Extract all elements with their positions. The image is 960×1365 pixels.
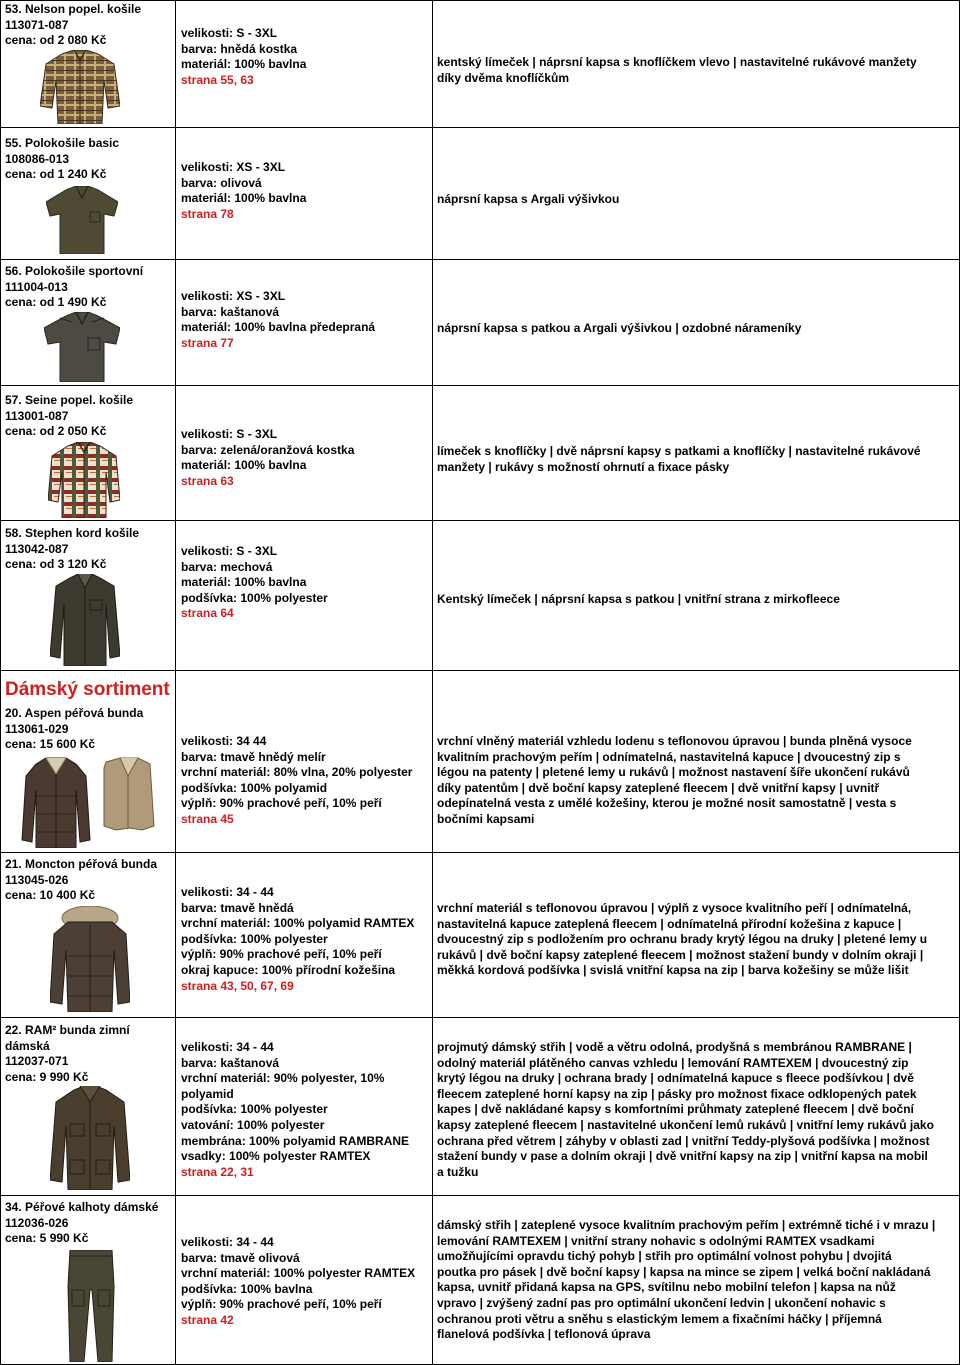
product-header (5, 136, 173, 183)
product-code: 108086-013 (5, 151, 70, 166)
spec-line: materiál: 100% bavlna (181, 57, 307, 72)
spec-line: výplň: 90% prachové peří, 10% peří (181, 947, 382, 962)
product-price: cena: od 2 050 Kč (5, 424, 107, 439)
description-line: ochrana před větrem | záhyby v oblasti zad | vnitřní Teddy-plyšová podšívka | možnost (437, 1133, 930, 1148)
description-line: dámský střih | zateplené vysoce kvalitním prachovým peřím | extrémně tiché i v mrazu | (437, 1218, 936, 1232)
description-line: rukávů | dvě boční kapsy zateplené fleecem | možnost stažení bundy v dolním okraji | (437, 947, 924, 962)
spec-line: vrchní materiál: 90% polyester, 10% (181, 1071, 385, 1086)
product-name: 21. Moncton péřová bunda (5, 857, 158, 871)
section-title: Dámský sortiment (5, 679, 170, 700)
winter-jacket-chestnut-icon (50, 1086, 130, 1190)
spec-line: barva: tmavě hnědá (181, 900, 294, 915)
product-code: 113071-087 (5, 17, 69, 32)
catalog-page-ref: strana 45 (181, 811, 234, 826)
description-line: kentský límeček | náprsní kapsa s knoflíčkem vlevo | nastavitelné rukávové manžety (437, 55, 917, 69)
spec-line: vrchní materiál: 80% vlna, 20% polyester (181, 765, 413, 780)
product-description (437, 1040, 952, 1180)
description-line: flanelová podšívka | teflonová úprava (437, 1327, 651, 1342)
description-line: légou na patenty | pletené lemy u rukávů | možnost nastavení šíře ukončení rukávů (437, 765, 910, 780)
row-divider (0, 127, 960, 128)
catalog-page-ref: strana 22, 31 (181, 1164, 254, 1179)
description-line: náprsní kapsa s patkou a Argali výšivkou | ozdobné nárameníky (437, 321, 802, 335)
product-description (437, 321, 952, 337)
product-header (5, 2, 173, 49)
product-specs (181, 734, 431, 828)
plaid-shirt-brown-icon (40, 50, 120, 124)
product-code: 113042-087 (5, 541, 69, 556)
row-divider (0, 1017, 960, 1018)
product-price: cena: od 3 120 Kč (5, 557, 107, 572)
product-description (437, 55, 952, 86)
product-header (5, 1200, 173, 1247)
product-header (5, 857, 173, 904)
description-line: kapes | dvě nakládané kapsy s komfortními průhmaty zateplené fleecem | dvě boční (437, 1102, 914, 1117)
description-line: vrchní vlněný materiál vzhledu lodenu s teflonovou úpravou | bunda plněná vysoce (437, 734, 912, 748)
product-code: 111004-013 (5, 279, 68, 294)
description-line: náprsní kapsa s Argali výšivkou (437, 192, 620, 206)
product-name: 20. Aspen péřová bunda (5, 706, 144, 720)
description-line: díky dvěma knoflíčkům (437, 70, 570, 85)
fur-hood-down-jacket-icon (50, 906, 130, 1012)
column-divider-1 (175, 0, 176, 1365)
product-name: 55. Polokošile basic (5, 136, 120, 150)
spec-line: membrána: 100% polyamid RAMBRANE (181, 1133, 410, 1148)
spec-line: velikosti: 34 44 (181, 734, 267, 748)
product-code: 112036-026 (5, 1215, 69, 1230)
product-name: 56. Polokošile sportovní (5, 264, 144, 278)
spec-line: velikosti: 34 - 44 (181, 885, 274, 899)
product-specs (181, 1040, 431, 1180)
description-line: bočními kapsami (437, 811, 535, 826)
product-name: 34. Péřové kalhoty dámské (5, 1200, 159, 1214)
row-divider (0, 259, 960, 260)
spec-line: velikosti: S - 3XL (181, 427, 278, 441)
product-code: 113001-087 (5, 408, 69, 423)
description-line: dvoucestný zip s podložením pro ochranu brady krytý légou na druky | pletené lemy u (437, 932, 928, 947)
product-price: cena: 5 990 Kč (5, 1231, 89, 1246)
product-code: 113061-029 (5, 721, 69, 736)
spec-line: velikosti: S - 3XL (181, 26, 278, 40)
spec-line: vrchní materiál: 100% polyester RAMTEX (181, 1266, 416, 1281)
spec-line: materiál: 100% bavlna (181, 575, 307, 590)
description-line: ochranou proti větru a sněhu s elastickým lemem a fixačními háčky | příjemná (437, 1311, 882, 1326)
product-price: cena: 15 600 Kč (5, 737, 96, 752)
spec-line: barva: olivová (181, 175, 262, 190)
product-description (437, 1218, 952, 1343)
product-specs (181, 885, 431, 994)
spec-line: velikosti: 34 - 44 (181, 1040, 274, 1054)
product-price: cena: od 1 490 Kč (5, 295, 107, 310)
row-divider (0, 1195, 960, 1196)
spec-line: barva: tmavě olivová (181, 1250, 300, 1265)
product-description (437, 734, 952, 828)
description-line: Kentský límeček | náprsní kapsa s patkou | vnitřní strana z mirkofleece (437, 592, 840, 606)
row-divider (0, 520, 960, 521)
spec-line: materiál: 100% bavlna (181, 191, 307, 206)
product-specs (181, 544, 431, 622)
description-line: kapsy zateplené fleecem | nastavitelné ukončení lemů rukávů | vnitřní lemy rukávů jako (437, 1117, 934, 1132)
product-header (5, 526, 173, 573)
spec-line: vatování: 100% polyester (181, 1117, 325, 1132)
description-line: vrchní materiál s teflonovou úpravou | výplň z vysoce kvalitního peří | odnímatelná, (437, 901, 912, 915)
spec-line: vrchní materiál: 100% polyamid RAMTEX (181, 916, 415, 931)
product-specs (181, 1235, 431, 1329)
cord-shirt-jacket-icon (50, 574, 120, 666)
description-line: odolný materiál plátěného canvas vzhledu | lemování RAMTEXEM | dvoucestný zip (437, 1055, 909, 1070)
description-line: umožňujícími opravdu tichý pohyb | střih pro optimální volnost pohybu | dvojitá (437, 1249, 892, 1264)
description-line: díky patentům | dvě boční kapsy zateplené fleecem | dvě vnitřní kapsy | uvnitř (437, 780, 880, 795)
description-line: nastavitelná kapuce zateplená fleecem | odnímatelná přírodní kožešina z kapuce | (437, 916, 902, 931)
product-name: 53. Nelson popel. košile (5, 2, 142, 16)
product-price: cena: 9 990 Kč (5, 1069, 89, 1084)
catalog-page-ref: strana 43, 50, 67, 69 (181, 978, 294, 993)
description-line: krytý légou na druky | ochrana brady | odnímatelná kapuce s fleece podšívkou | dvě (437, 1071, 914, 1086)
plaid-shirt-green-orange-icon (48, 442, 120, 518)
description-line: měkká kordová podšívka | svislá vnitřní kapsa na zip | barva kožešiny se může lišit (437, 963, 909, 978)
description-line: odepínatelná vesta z umělé kožešiny, kterou je možné nosit samostatně | vesta s (437, 796, 897, 811)
spec-line: podšívka: 100% bavlna (181, 1281, 313, 1296)
row-divider (0, 385, 960, 386)
spec-line: barva: zelená/oranžová kostka (181, 442, 355, 457)
row-divider (0, 852, 960, 853)
description-line: a tužku (437, 1164, 479, 1179)
description-line: kvalitním prachovým peřím | odnímatelná, nastavitelná kapuce | dvoucestný zip s (437, 749, 901, 764)
spec-line: barva: kaštanová (181, 304, 280, 319)
polo-shirt-chestnut-icon (44, 312, 120, 382)
down-jacket-with-fur-vest-icon (20, 756, 156, 848)
description-line: manžety | rukávy s možností ohrnutí a fixace pásky (437, 459, 730, 474)
spec-line: výplň: 90% prachové peří, 10% peří (181, 1297, 382, 1312)
product-specs (181, 289, 431, 351)
catalog-page-ref: strana 64 (181, 606, 234, 621)
product-price: cena: od 1 240 Kč (5, 167, 107, 182)
product-name: dámská (5, 1038, 50, 1053)
product-price: cena: od 2 080 Kč (5, 33, 107, 48)
spec-line: podšívka: 100% polyester (181, 590, 328, 605)
spec-line: materiál: 100% bavlna (181, 458, 307, 473)
spec-line: materiál: 100% bavlna předepraná (181, 320, 376, 335)
product-description (437, 444, 952, 475)
description-line: kapsa, uvnitř přidaná kapsa na GPS, svítilnu nebo mobilní telefon | kapsa na nůž (437, 1280, 896, 1295)
polo-shirt-olive-icon (46, 186, 118, 254)
product-header (5, 706, 173, 753)
spec-line: podšívka: 100% polyamid (181, 780, 328, 795)
product-description (437, 901, 952, 979)
spec-line: velikosti: XS - 3XL (181, 289, 286, 303)
spec-line: podšívka: 100% polyester (181, 1102, 328, 1117)
spec-line: podšívka: 100% polyester (181, 931, 328, 946)
catalog-page-ref: strana 55, 63 (181, 72, 254, 87)
spec-line: barva: kaštanová (181, 1055, 280, 1070)
spec-line: velikosti: S - 3XL (181, 544, 278, 558)
description-line: vpravo | zvýšený zadní pas pro optimální ukončení ledvin | ukončení nohavic s (437, 1295, 886, 1310)
product-name: 57. Seine popel. košile (5, 393, 134, 407)
spec-line: polyamid (181, 1086, 234, 1101)
product-specs (181, 26, 431, 88)
product-name: 58. Stephen kord košile (5, 526, 140, 540)
catalog-page-ref: strana 78 (181, 206, 234, 221)
product-header (5, 264, 173, 311)
spec-line: barva: hnědá kostka (181, 41, 298, 56)
spec-line: výplň: 90% prachové peří, 10% peří (181, 796, 382, 811)
product-specs (181, 427, 431, 489)
spec-line: okraj kapuce: 100% přírodní kožešina (181, 962, 396, 977)
catalog-page-ref: strana 42 (181, 1312, 234, 1327)
catalog-page-ref: strana 63 (181, 473, 234, 488)
product-code: 113045-026 (5, 872, 69, 887)
row-divider (0, 670, 960, 671)
down-trousers-icon (66, 1250, 116, 1362)
spec-line: velikosti: 34 - 44 (181, 1235, 274, 1249)
spec-line: barva: tmavě hnědý melír (181, 749, 326, 764)
product-name: 22. RAM² bunda zimní (5, 1023, 130, 1037)
spec-line: barva: mechová (181, 559, 273, 574)
product-description (437, 592, 952, 608)
description-line: fleecem zateplené horní kapsy na zip | pásky pro možnost fixace odklopených patek (437, 1086, 917, 1101)
description-line: lemování RAMTEXEM | vnitřní strany nohavic s odolnými RAMTEX vsadkami (437, 1233, 875, 1248)
description-line: projmutý dámský střih | vodě a větru odolná, prodyšná s membránou RAMBRANE | (437, 1040, 912, 1054)
description-line: límeček s knoflíčky | dvě náprsní kapsy s patkami a knoflíčky | nastavitelné rukávové (437, 444, 921, 458)
product-header (5, 1023, 173, 1085)
spec-line: vsadky: 100% polyester RAMTEX (181, 1149, 371, 1164)
product-code: 112037-071 (5, 1054, 69, 1069)
product-price: cena: 10 400 Kč (5, 888, 96, 903)
catalog-page-ref: strana 77 (181, 335, 234, 350)
description-line: stažení bundy v pase a dolním okraji | dvě vnitřní kapsy na zip | vnitřní kapsa na mobil (437, 1149, 928, 1164)
spec-line: velikosti: XS - 3XL (181, 160, 286, 174)
product-header (5, 393, 173, 440)
product-description (437, 192, 952, 208)
description-line: poutka pro pásek | dvě boční kapsy | kapsa na mince se zipem | velká boční nakládaná (437, 1264, 931, 1279)
column-divider-2 (432, 0, 433, 1365)
product-specs (181, 160, 431, 222)
